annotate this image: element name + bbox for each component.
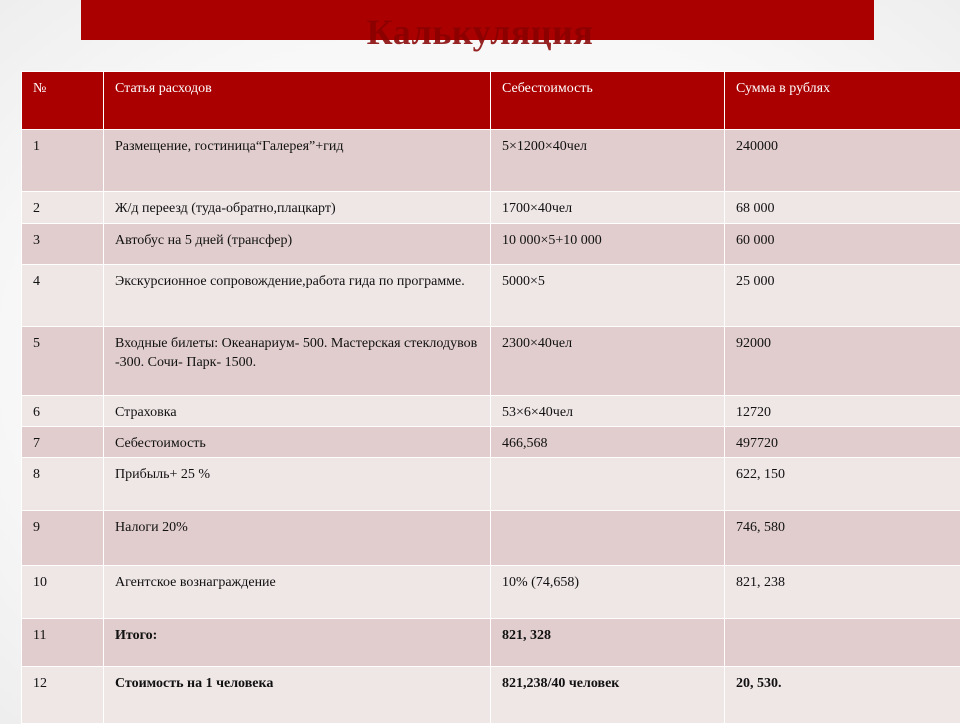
row-number: 1 bbox=[22, 130, 104, 192]
row-cost: 821,238/40 человек bbox=[491, 667, 725, 724]
row-cost: 5000×5 bbox=[491, 265, 725, 327]
table-row bbox=[22, 130, 960, 192]
table-row bbox=[22, 667, 960, 724]
row-sum: 821, 238 bbox=[725, 566, 960, 619]
table-row bbox=[22, 224, 960, 265]
row-number: 4 bbox=[22, 265, 104, 327]
row-item: Итого: bbox=[104, 619, 491, 667]
row-cost bbox=[491, 458, 725, 511]
row-number: 11 bbox=[22, 619, 104, 667]
header-number: № bbox=[22, 72, 104, 130]
row-number: 3 bbox=[22, 224, 104, 265]
row-cost: 5×1200×40чел bbox=[491, 130, 725, 192]
row-number: 2 bbox=[22, 192, 104, 224]
table-row bbox=[22, 458, 960, 511]
cost-table-container bbox=[21, 71, 960, 724]
row-number: 8 bbox=[22, 458, 104, 511]
table-row bbox=[22, 511, 960, 566]
row-sum bbox=[725, 619, 960, 667]
row-cost: 821, 328 bbox=[491, 619, 725, 667]
row-cost bbox=[491, 511, 725, 566]
table-row bbox=[22, 427, 960, 458]
row-sum: 20, 530. bbox=[725, 667, 960, 724]
row-number: 9 bbox=[22, 511, 104, 566]
table-row bbox=[22, 327, 960, 396]
table-header-row bbox=[22, 72, 960, 130]
row-item: Входные билеты: Океанариум- 500. Мастерская стеклодувов -300. Сочи- Парк- 1500. bbox=[104, 327, 491, 396]
row-sum: 746, 580 bbox=[725, 511, 960, 566]
row-item: Себестоимость bbox=[104, 427, 491, 458]
table-row bbox=[22, 619, 960, 667]
row-sum: 240000 bbox=[725, 130, 960, 192]
table-row bbox=[22, 192, 960, 224]
row-cost: 53×6×40чел bbox=[491, 396, 725, 427]
row-item: Страховка bbox=[104, 396, 491, 427]
row-item: Автобус на 5 дней (трансфер) bbox=[104, 224, 491, 265]
row-sum: 68 000 bbox=[725, 192, 960, 224]
table-row bbox=[22, 566, 960, 619]
row-sum: 60 000 bbox=[725, 224, 960, 265]
row-item: Экскурсионное сопровождение,работа гида по программе. bbox=[104, 265, 491, 327]
row-number: 7 bbox=[22, 427, 104, 458]
table-row bbox=[22, 265, 960, 327]
row-number: 5 bbox=[22, 327, 104, 396]
row-sum: 497720 bbox=[725, 427, 960, 458]
row-number: 12 bbox=[22, 667, 104, 724]
row-sum: 92000 bbox=[725, 327, 960, 396]
row-cost: 10 000×5+10 000 bbox=[491, 224, 725, 265]
cost-table bbox=[21, 71, 960, 724]
row-cost: 2300×40чел bbox=[491, 327, 725, 396]
row-sum: 12720 bbox=[725, 396, 960, 427]
slide-title: Калькуляция bbox=[0, 10, 960, 54]
table-row bbox=[22, 396, 960, 427]
header-sum: Сумма в рублях bbox=[725, 72, 960, 130]
row-item: Размещение, гостиница“Галерея”+гид bbox=[104, 130, 491, 192]
row-item: Ж/д переезд (туда-обратно,плацкарт) bbox=[104, 192, 491, 224]
header-expense-item: Статья расходов bbox=[104, 72, 491, 130]
row-number: 10 bbox=[22, 566, 104, 619]
row-cost: 1700×40чел bbox=[491, 192, 725, 224]
row-item: Стоимость на 1 человека bbox=[104, 667, 491, 724]
row-sum: 25 000 bbox=[725, 265, 960, 327]
header-cost: Себестоимость bbox=[491, 72, 725, 130]
row-number: 6 bbox=[22, 396, 104, 427]
row-sum: 622, 150 bbox=[725, 458, 960, 511]
row-item: Агентское вознаграждение bbox=[104, 566, 491, 619]
row-cost: 10% (74,658) bbox=[491, 566, 725, 619]
row-item: Прибыль+ 25 % bbox=[104, 458, 491, 511]
row-item: Налоги 20% bbox=[104, 511, 491, 566]
row-cost: 466,568 bbox=[491, 427, 725, 458]
